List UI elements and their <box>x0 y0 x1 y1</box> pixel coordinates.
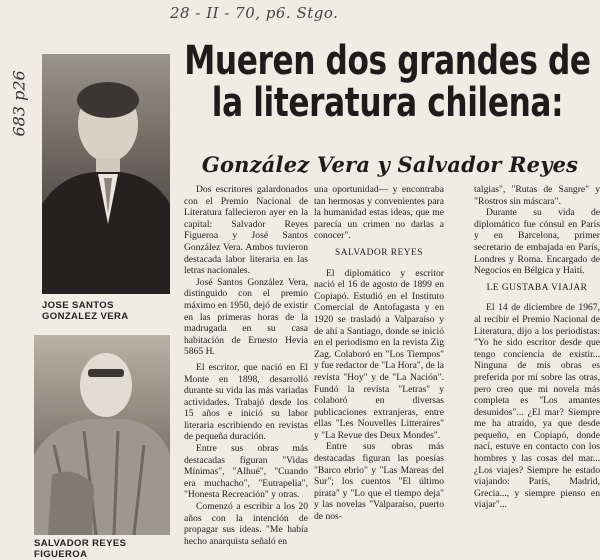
paragraph: Durante su vida de diplomático fue cónsul en París y en Barcelona, primer secretario de embajada en París, Londres y Roma. Encargado de Negocios en Bélgica y Haití. <box>474 207 600 277</box>
portrait-illustration-2 <box>34 335 170 535</box>
caption-salvador-reyes: SALVADOR REYES FIGUEROA <box>34 538 127 560</box>
paragraph: José Santos González Vera, distinguido con el premio máximo en 1950, dejó de existir en las primeras horas de la madrugada en su casa habitación de Ernesto Hevia 5865 H. <box>184 276 308 358</box>
paragraph: El diplomático y escritor nació el 16 de agosto de 1899 en Copiapó. Estudió en el Instituto Comercial de Antofagasta y en 1920 se trasladó a Valparaíso y de ahí a Santiago, donde se inició en el periodismo en la revista Zig Zag. Colaboró en "Los Tiempos" y fue redactor de "La Hora", de la revista "Hoy" y de "La Nación". Fundó la revista "Letras" y colaboró en diversas publicaciones extranjeras, entre ellas "Les Nouvelles Litteraires" y "La Revue des Deux Mondes". <box>314 267 444 441</box>
portrait-photo-gonzalez-vera <box>42 54 170 294</box>
handwritten-date: 28 - II - 70, p6. Stgo. <box>170 4 339 22</box>
paragraph: El 14 de diciembre de 1967, al recibir el Premio Nacional de Literatura, dijo a los periodistas: "Yo he sido escritor desde que tengo conciencia de existir... Ninguna de mis obras es preferida por mí sobre las otras, pero creo que mi novela más completa es "Los amantes desunidos"... ¿El mar? Siempre me ha atraído, ya que desde pequeño, en Copiapó, donde nací, estuve en contacto con los hombres y las cosas del mar... ¿Los viajes? Siempre he estado viajando: París, Madrid, Grecia..., y siempre pienso en viajar"... <box>474 302 600 511</box>
section-heading-le-gustaba-viajar: LE GUSTABA VIAJAR <box>486 282 588 293</box>
headline-line-2: la literatura chilena: <box>211 80 564 126</box>
portrait-illustration <box>42 54 170 294</box>
handwritten-side-note: 683 p26 <box>9 70 29 137</box>
paragraph: talgias", "Rutas de Sangre" y "Rostros sin máscara". <box>474 184 600 207</box>
headline-line-1: Mueren dos grandes de <box>184 38 591 84</box>
article-column-2 <box>314 184 444 523</box>
section-heading-salvador-reyes: SALVADOR REYES <box>334 247 423 258</box>
paragraph: Dos escritores galardonados con el Premio Nacional de Literatura fallecieron ayer en la capital: Salvador Reyes Figueroa y José Santos González Vera. Ambos tuvieron destacada labor literaria en las letras nacionales. <box>184 184 308 277</box>
paragraph: Comenzó a escribir a los 20 años con la intención de propagar sus ideas. "Me había hecho anarquista señaló en <box>184 501 308 547</box>
paragraph: una oportunidad— y encontraba tan hermosas y convenientes para la humanidad estas ideas, que me parecía un crimen no darlas a conocer". <box>314 184 444 242</box>
portrait-photo-salvador-reyes <box>34 335 170 535</box>
subheadline: González Vera y Salvador Reyes <box>201 152 579 177</box>
paragraph: Entre sus obras más destacadas figuran "Vidas Mínimas", "Alhué", "Cuando era muchacho", "Eutrapelia", "Honesta Recreación" y otras. <box>184 443 308 501</box>
paragraph: El escritor, que nació en El Monte en 1898, desarrolló durante su vida las más variadas actividades. Trabajó desde los 15 años e inició su labor literaria escribiendo en revistas de pequeña duración. <box>184 361 308 443</box>
caption-gonzalez-vera: JOSE SANTOS GONZALEZ VERA <box>42 300 129 322</box>
article-column-3 <box>474 184 600 511</box>
paragraph: Entre sus obras más destacadas figuran las poesías "Barco ebrio" y "Las Mareas del Sur"; los cuentos "El último pirata" y "Lo que el tiempo deja" y las novelas "Valparaíso, puerto de nos- <box>314 441 444 523</box>
headline <box>180 40 595 124</box>
article-column-1 <box>184 184 308 547</box>
